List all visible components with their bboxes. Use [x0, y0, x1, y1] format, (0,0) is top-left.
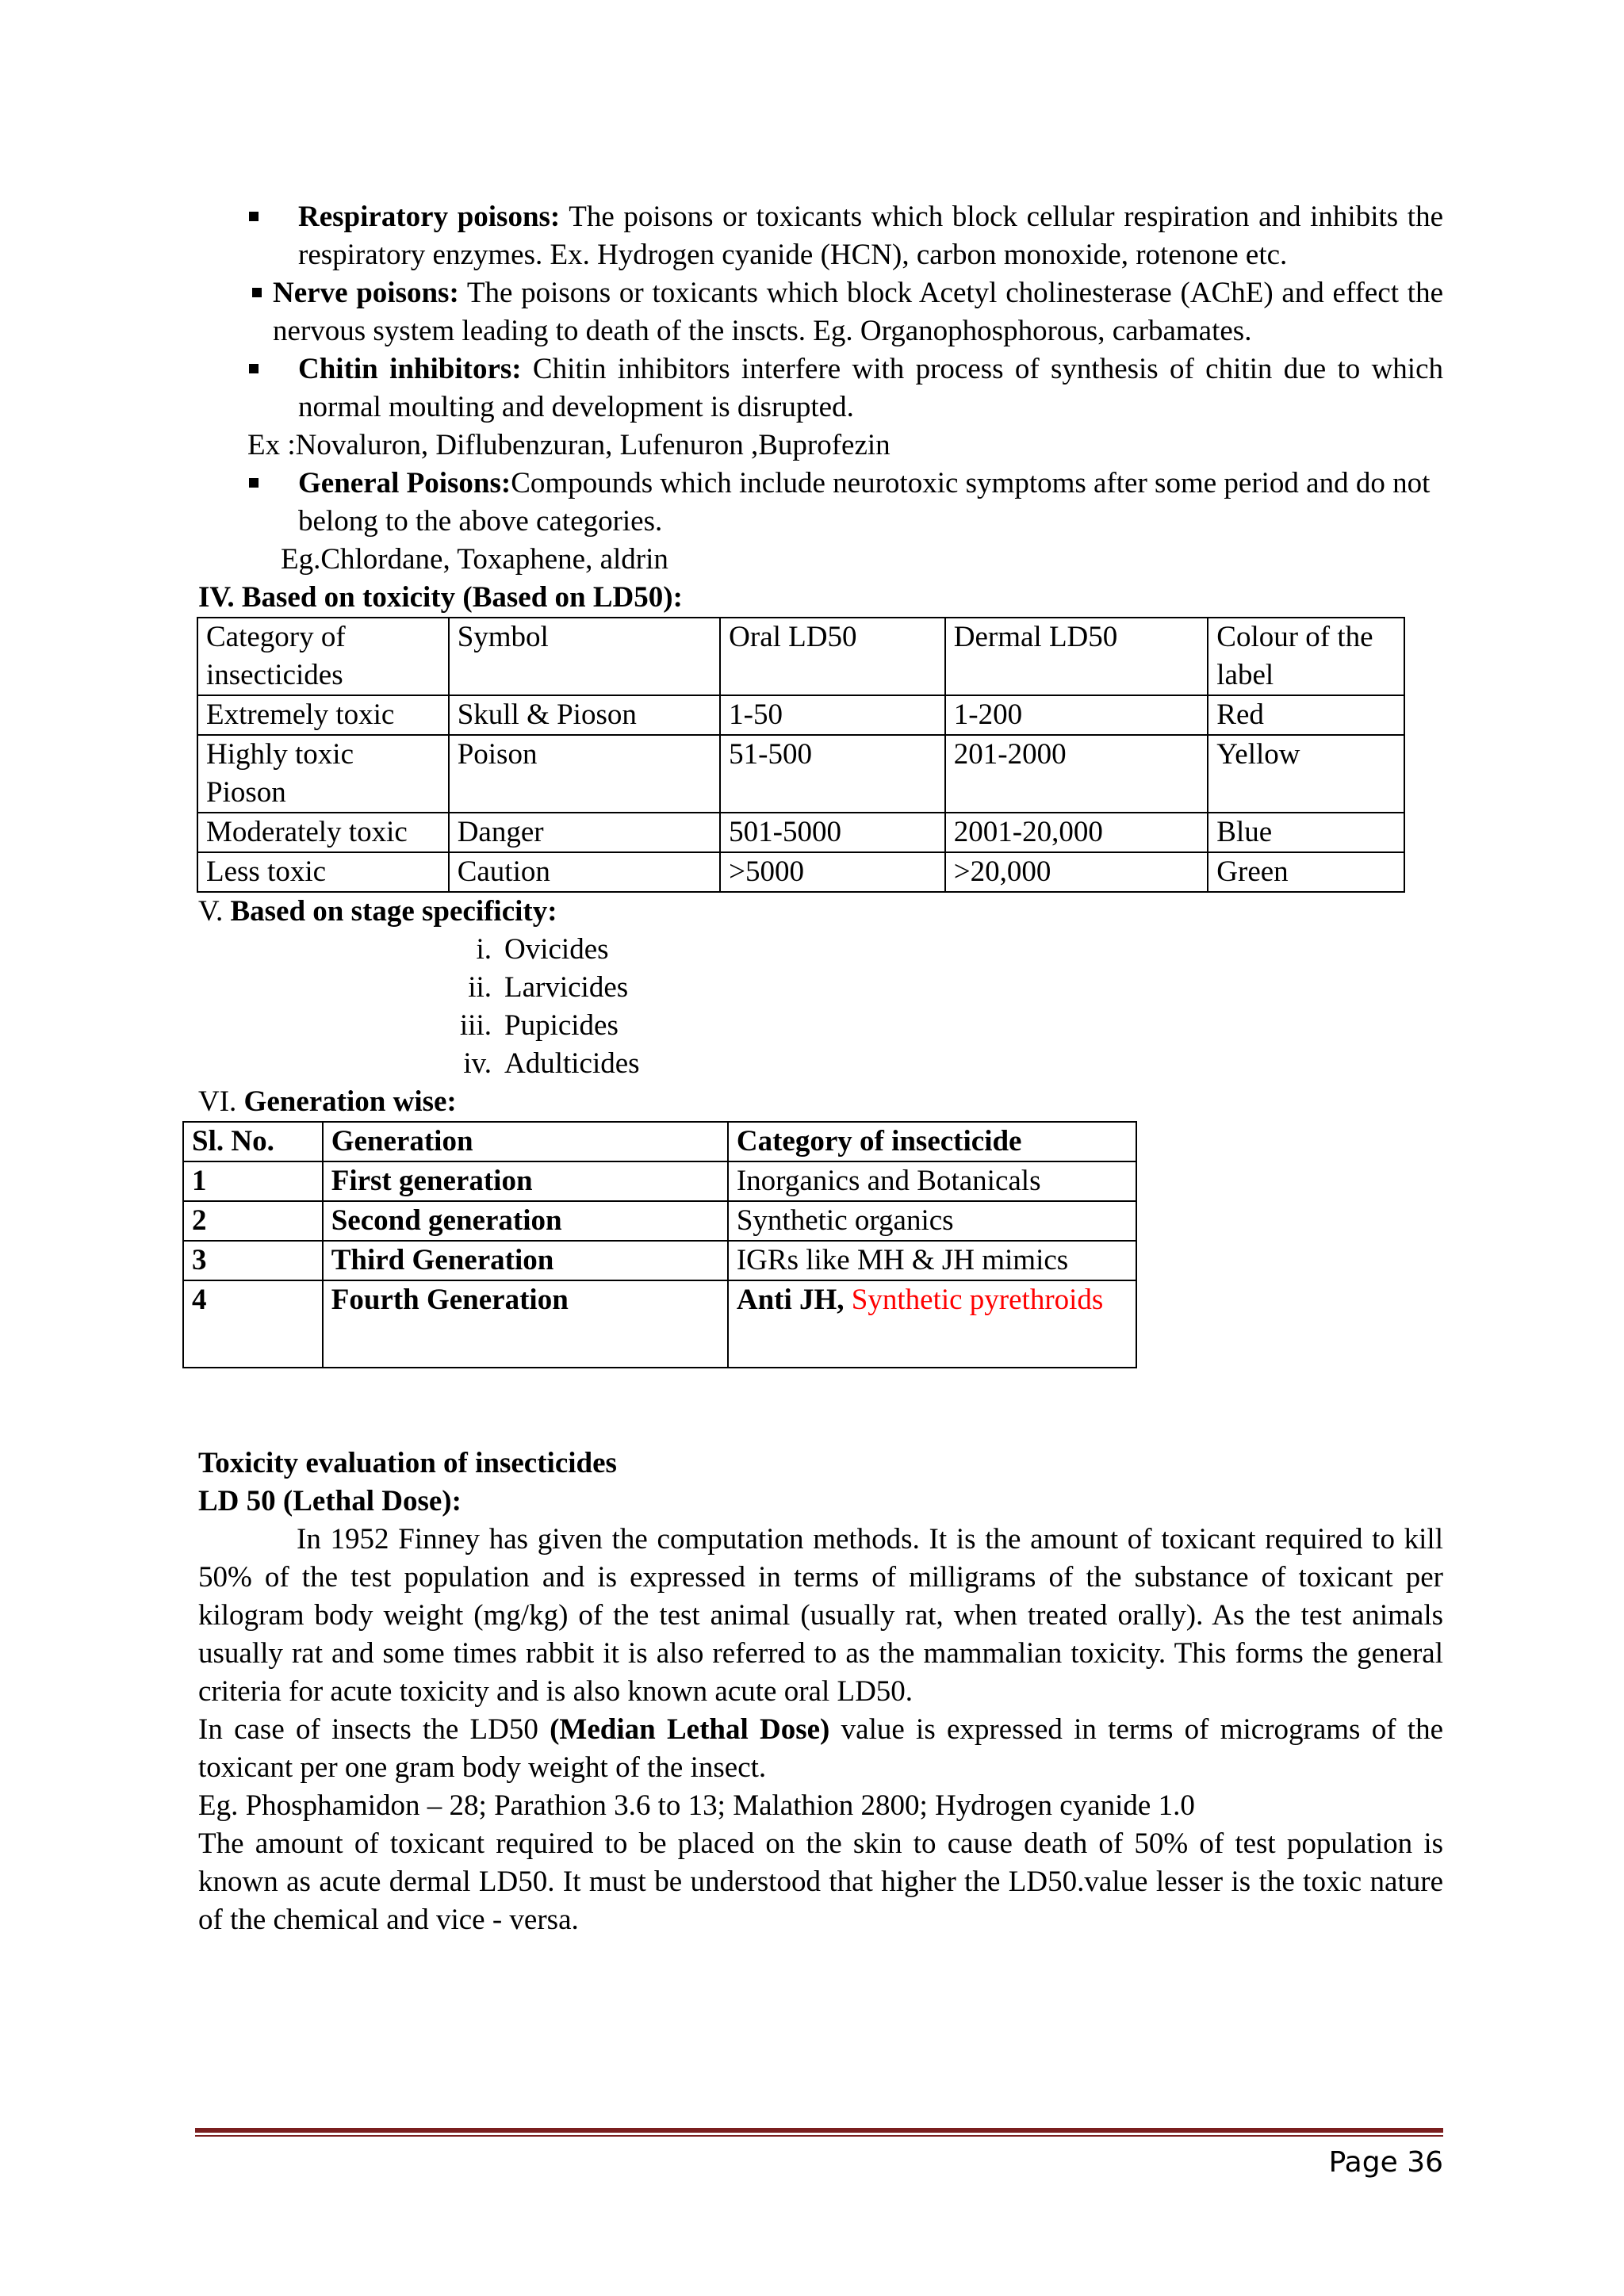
table-cell: 1-200 [945, 695, 1208, 735]
table-cell: Caution [449, 852, 720, 892]
table-cell: Green [1208, 852, 1404, 892]
section-heading-generation [198, 1083, 1443, 1121]
bullet-term: Nerve poisons: [273, 277, 459, 309]
list-number: iv. [463, 1047, 492, 1080]
table-cell: 4 [183, 1280, 323, 1368]
table-cell: Second generation [323, 1201, 728, 1241]
table-header-cell: Generation [323, 1122, 728, 1161]
bullet-term: General Poisons: [298, 467, 511, 499]
table-cell: Extremely toxic [197, 695, 449, 735]
general-example: Eg.Chlordane, Toxaphene, aldrin [281, 543, 668, 576]
table-cell: 1 [183, 1161, 323, 1201]
cell-bold-text: Anti JH, [736, 1284, 845, 1316]
table-row [197, 695, 1404, 735]
bullet-text: The poisons or toxicants which block Acetyl cholinesterase (AChE) and effect the nervous system leading to death of the inscts. Eg. Organophosphorous, carbamates. [273, 277, 1443, 347]
table-cell: 501-5000 [720, 813, 945, 852]
table-cell: Yellow [1208, 735, 1404, 813]
heading-toxicity-evaluation: Toxicity evaluation of insecticides [198, 1447, 617, 1479]
table-row [183, 1280, 1136, 1368]
bullet-text: The poisons or toxicants which block cellular respiration and inhibits the respiratory enzymes. Ex. Hydrogen cyanide (HCN), carbon monoxide, rotenone etc. [298, 201, 1443, 271]
paragraph-dermal-ld50: The amount of toxicant required to be placed on the skin to cause death of 50% of test population is known as acute dermal LD50. It must be understood that higher the LD50.value lesser is the toxic nature of the chemical and vice - versa. [198, 1827, 1443, 1936]
table-cell: Red [1208, 695, 1404, 735]
text-segment: In case of insects the LD50 [198, 1713, 550, 1746]
table-cell: 2 [183, 1201, 323, 1241]
table-cell: Highly toxic Pioson [197, 735, 449, 813]
footer-rule [195, 2128, 1443, 2133]
table-row [183, 1201, 1136, 1241]
bullet-text: Compounds which include neurotoxic symptoms after some period and do not belong to the above categories. [298, 467, 1431, 538]
table-cell: Poison [449, 735, 720, 813]
stage-list [428, 931, 1443, 1083]
table-cell: Danger [449, 813, 720, 852]
page-content [192, 198, 1443, 1939]
table-cell: >20,000 [945, 852, 1208, 892]
bullet-square-icon [252, 288, 262, 297]
section-title: Generation wise: [243, 1085, 457, 1118]
toxicity-table [197, 617, 1405, 893]
text-segment: value is expressed in terms of micrograms of the toxicant per one gram body weight of the insect. [198, 1713, 1443, 1784]
table-row [197, 735, 1404, 813]
footer-rule-thin [195, 2135, 1443, 2137]
table-cell: Skull & Pioson [449, 695, 720, 735]
table-header-cell: Category of insecticides [197, 618, 449, 695]
table-header-cell: Oral LD50 [720, 618, 945, 695]
heading-ld50: LD 50 (Lethal Dose): [198, 1485, 462, 1517]
list-number: iii. [459, 1009, 492, 1042]
table-cell: IGRs like MH & JH mimics [728, 1241, 1136, 1280]
list-text: Pupicides [504, 1009, 619, 1042]
spacer [198, 1368, 1443, 1445]
section-heading-toxicity: IV. Based on toxicity (Based on LD50): [198, 581, 683, 614]
table-header-cell: Category of insecticide [728, 1122, 1136, 1161]
table-cell: >5000 [720, 852, 945, 892]
bullet-respiratory-poisons [198, 198, 1443, 274]
list-item [428, 1007, 1443, 1045]
section-prefix: V. [198, 895, 231, 928]
bullet-chitin-inhibitors [198, 350, 1443, 427]
table-header-cell: Dermal LD50 [945, 618, 1208, 695]
table-header-cell: Sl. No. [183, 1122, 323, 1161]
bullet-square-icon [249, 212, 259, 221]
list-item [428, 931, 1443, 969]
table-cell: Less toxic [197, 852, 449, 892]
table-row [197, 852, 1404, 892]
table-header-row [183, 1122, 1136, 1161]
table-cell: Blue [1208, 813, 1404, 852]
bullet-square-icon [249, 364, 259, 373]
bullet-term: Respiratory poisons: [298, 201, 561, 233]
table-header-row [197, 618, 1404, 695]
section-prefix: VI. [198, 1085, 244, 1118]
table-cell: 201-2000 [945, 735, 1208, 813]
list-number: ii. [468, 971, 492, 1004]
list-number: i. [476, 933, 492, 966]
list-text: Larvicides [504, 971, 629, 1004]
table-cell: 51-500 [720, 735, 945, 813]
table-cell [728, 1280, 1136, 1368]
table-cell: Third Generation [323, 1241, 728, 1280]
bullet-text: Chitin inhibitors interfere with process of synthesis of chitin due to which normal moulting and development is disrupted. [298, 353, 1443, 423]
table-cell: 1-50 [720, 695, 945, 735]
table-cell: Moderately toxic [197, 813, 449, 852]
table-cell: 3 [183, 1241, 323, 1280]
list-item [428, 1045, 1443, 1083]
table-header-cell: Colour of the label [1208, 618, 1404, 695]
table-cell: Synthetic organics [728, 1201, 1136, 1241]
text-bold-segment: (Median Lethal Dose) [550, 1713, 830, 1746]
table-cell: Inorganics and Botanicals [728, 1161, 1136, 1201]
table-row [197, 813, 1404, 852]
generation-table [182, 1121, 1137, 1368]
bullet-square-icon [249, 478, 259, 488]
section-heading-stage [198, 893, 1443, 931]
paragraph-ld50-definition: In 1952 Finney has given the computation methods. It is the amount of toxicant required to kill 50% of the test population and is expressed in terms of milligrams of the substance of toxicant per kilogram body weight (mg/kg) of the test animal (usually rat, when treated orally). As the test animals usually rat and some times rabbit it is also referred to as the mammalian toxicity. This forms the general criteria for acute toxicity and is also known acute oral LD50. [198, 1523, 1443, 1708]
list-text: Ovicides [504, 933, 609, 966]
chitin-example: Ex :Novaluron, Diflubenzuran, Lufenuron ,Buprofezin [247, 429, 891, 461]
table-row [183, 1241, 1136, 1280]
list-item [428, 969, 1443, 1007]
page-number: Page 36 [1328, 2146, 1443, 2179]
bullet-term: Chitin inhibitors: [298, 353, 522, 385]
table-cell: First generation [323, 1161, 728, 1201]
paragraph-insects-ld50 [198, 1711, 1443, 1787]
cell-red-text: Synthetic pyrethroids [851, 1284, 1104, 1316]
table-header-cell: Symbol [449, 618, 720, 695]
paragraph-examples: Eg. Phosphamidon – 28; Parathion 3.6 to 13; Malathion 2800; Hydrogen cyanide 1.0 [198, 1789, 1195, 1822]
table-cell: Fourth Generation [323, 1280, 728, 1368]
bullet-general-poisons [198, 465, 1443, 541]
section-title: Based on stage specificity: [230, 895, 557, 928]
table-row [183, 1161, 1136, 1201]
table-cell: 2001-20,000 [945, 813, 1208, 852]
list-text: Adulticides [504, 1047, 640, 1080]
bullet-nerve-poisons [198, 274, 1443, 350]
